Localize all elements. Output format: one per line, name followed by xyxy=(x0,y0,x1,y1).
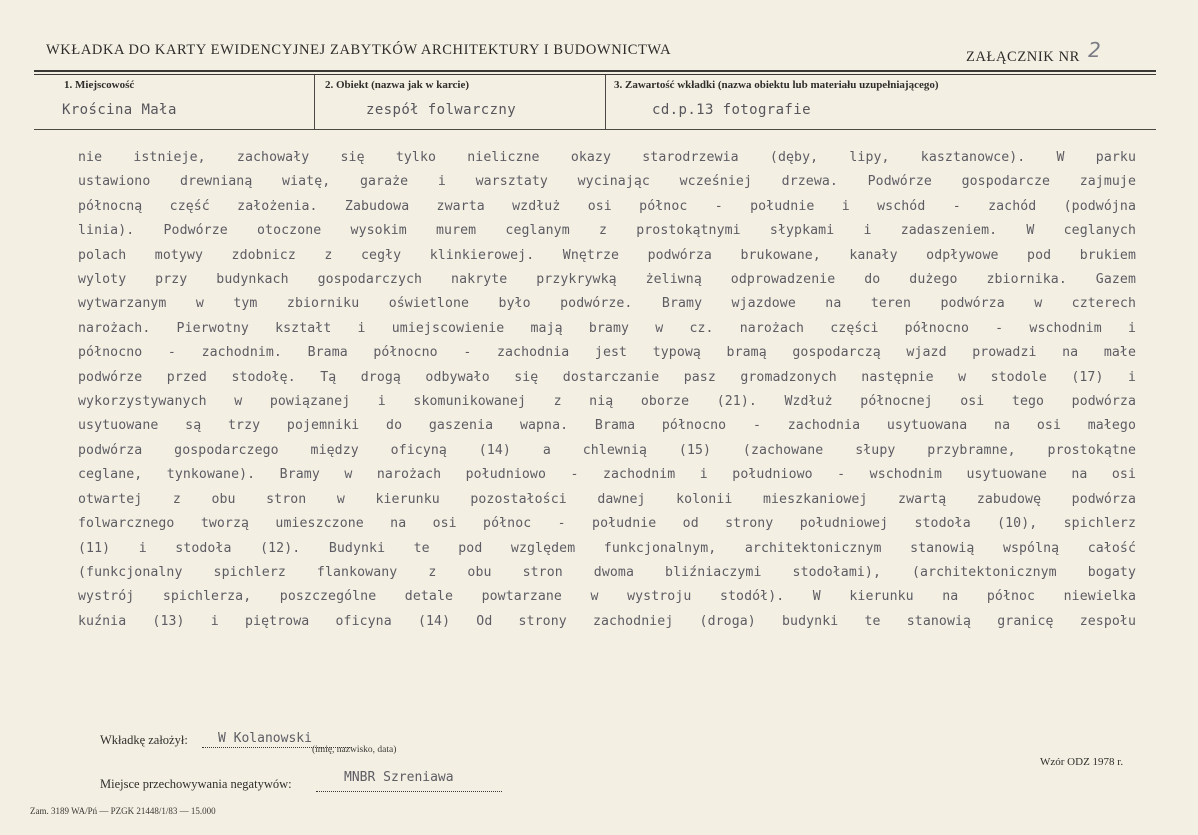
text-line: północną część założenia. Zabudowa zwarta wzdłuż osi północ - południe i wschód - zachód (podwójna xyxy=(78,198,1136,214)
annex-label: ZAŁĄCZNIK NR xyxy=(966,49,1080,65)
text-line: podwórza gospodarczego między oficyną (14) a chlewnią (15) (zachowane słupy przybramne, prostokątne xyxy=(78,442,1136,458)
negatives-dotline xyxy=(316,791,502,792)
text-line: kuźnia (13) i piętrowa oficyna (14) Od strony zachodniej (droga) budynki te stanowią granicę zespołu xyxy=(78,613,1136,629)
annex-heading xyxy=(966,38,1102,66)
text-line: wyloty przy budynkach gospodarczych nakryte przykrywką żeliwną odprowadzenie do dużego zbiornika. Gazem xyxy=(78,272,1136,288)
locality-label: 1. Miejscowość xyxy=(64,79,135,91)
text-line: otwartej z obu stron w kierunku pozostałości dawnej kolonii mieszkaniowej zwartą zabudowę podwórza xyxy=(78,491,1136,507)
insert-content-label: 3. Zawartość wkładki (nazwa obiektu lub materiału uzupełniającego) xyxy=(614,79,939,91)
header-rule-thin xyxy=(34,74,1156,75)
text-line: (11) i stodoła (12). Budynki te pod względem funkcjonalnym, architektonicznym stanowią wspólną całość xyxy=(78,540,1136,556)
text-line: polach motywy zdobnicz z cegły klinkierowej. Wnętrze podwórza brukowane, kanały odpływowe pod brukiem xyxy=(78,247,1136,263)
object-label: 2. Obiekt (nazwa jak w karcie) xyxy=(325,79,470,91)
text-line: podwórze przed stodołę. Tą drogą odbywało się dostarczanie pasz gromadzonych następnie w stodole (17) i xyxy=(78,369,1136,385)
insert-content-value: cd.p.13 fotografie xyxy=(652,102,811,118)
text-line: północno - zachodnim. Brama północno - zachodnia jest typową bramą gospodarczą wjazd prowadzi na małe xyxy=(78,345,1136,361)
text-line: wykorzystywanych w powiązanej i skomunikowanej z nią oborze (21). Wzdłuż północnej osi tego podwórza xyxy=(78,394,1136,410)
created-by-label: Wkładkę założył: xyxy=(100,733,188,747)
text-line: usytuowane są trzy pojemniki do gaszenia wapna. Brama północno - zachodnia usytuowana na osi małego xyxy=(78,418,1136,434)
fields-bottom-rule xyxy=(34,129,1156,130)
negatives-label: Miejsce przechowywania negatywów: xyxy=(100,777,292,791)
description-text xyxy=(78,146,1136,634)
field-divider-1 xyxy=(314,75,315,129)
created-by-hint: (imię, nazwisko, data) xyxy=(312,745,397,755)
created-by-value: W Kolanowski xyxy=(218,731,312,746)
field-divider-2 xyxy=(605,75,606,129)
sheet-title: WKŁADKA DO KARTY EWIDENCYJNEJ ZABYTKÓW ARCHITEKTURY I BUDOWNICTWA xyxy=(46,42,672,58)
text-line: ceglane, tynkowane). Bramy w narożach południowo - zachodnim i południowo - wschodnim usytuowane na osi xyxy=(78,467,1136,483)
locality-value: Krościna Mała xyxy=(62,102,177,118)
negatives-value: MNBR Szreniawa xyxy=(344,770,454,785)
annex-number: 2 xyxy=(1088,38,1102,62)
text-line: nie istnieje, zachowały się tylko nieliczne okazy starodrzewia (dęby, lipy, kasztanowce). W parku xyxy=(78,150,1136,165)
text-line: folwarcznego tworzą umieszczone na osi północ - południe od strony południowej stodoła (10), spichlerz xyxy=(78,516,1136,532)
header-rule-thick xyxy=(34,70,1156,72)
text-line: narożach. Pierwotny kształt i umiejscowienie mają bramy w cz. narożach części północno - wschodnim i xyxy=(78,320,1136,336)
print-note: Zam. 3189 WA/Pń — PZGK 21448/1/83 — 15.000 xyxy=(30,806,216,816)
text-line: wystrój spichlerza, poszczególne detale powtarzane w wystroju stodół). W kierunku na północ niewielka xyxy=(78,589,1136,605)
text-line: wytwarzanym w tym zbiorniku oświetlone było podwórze. Bramy wjazdowe na teren podwórza w czterech xyxy=(78,296,1136,312)
text-line: ustawiono drewnianą wiatę, garaże i warsztaty wycinając wcześniej drzewa. Podwórze gospodarcze zajmuje xyxy=(78,174,1136,190)
object-value: zespół folwarczny xyxy=(366,102,517,118)
form-model: Wzór ODZ 1978 r. xyxy=(1040,756,1124,768)
text-line: linia). Podwórze otoczone wysokim murem ceglanym z prostokątnymi słypkami i zadaszeniem. W ceglanych xyxy=(78,223,1136,239)
text-line: (funkcjonalny spichlerz flankowany z obu stron dwoma bliźniaczymi stodołami), (architektonicznym bogaty xyxy=(78,564,1136,580)
